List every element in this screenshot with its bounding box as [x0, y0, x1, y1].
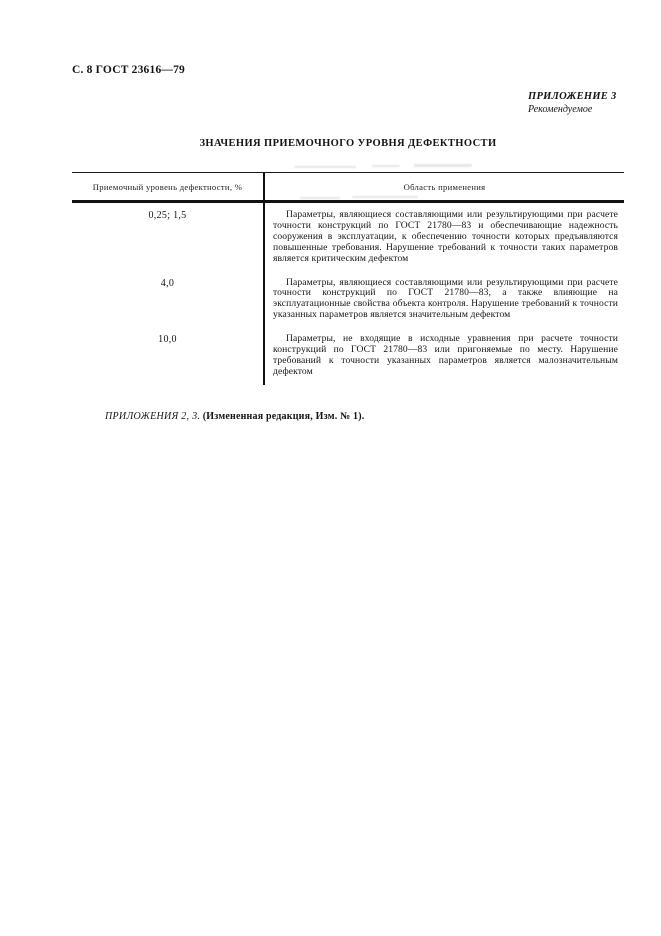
appendix-block [528, 91, 617, 116]
application-paragraph: Параметры, являющиеся составляющими или результирующими при расчете точности конструкций по ГОСТ 21780—83, а также влияющие на эксплуатационные свойства объекта контроля. Нарушение требований к точности указанных параметров является значительным дефектом [273, 276, 618, 321]
table-row [72, 327, 624, 385]
amendment-note-appendices: ПРИЛОЖЕНИЯ 2, 3. [105, 411, 201, 422]
cell-application-area [265, 327, 624, 385]
cell-defect-level: 0,25; 1,5 [72, 203, 265, 271]
amendment-note-revision: (Измененная редакция, Изм. № 1). [202, 411, 365, 422]
cell-application-area [265, 203, 624, 271]
page-title: ЗНАЧЕНИЯ ПРИЕМОЧНОГО УРОВНЯ ДЕФЕКТНОСТИ [199, 138, 497, 149]
scan-artifact [294, 166, 356, 168]
running-head: С. 8 ГОСТ 23616—79 [72, 64, 185, 76]
cell-defect-level: 10,0 [72, 327, 265, 385]
cell-application-area [265, 271, 624, 328]
cell-defect-level: 4,0 [72, 271, 265, 328]
scan-artifact [372, 165, 400, 167]
appendix-label: ПРИЛОЖЕНИЕ 3 [528, 91, 617, 102]
table-row [72, 203, 624, 271]
scan-artifact [414, 164, 472, 167]
appendix-note: Рекомендуемое [528, 103, 593, 115]
column-header-defect-level: Приемочный уровень дефектности, % [72, 173, 265, 200]
table-row [72, 271, 624, 328]
table-header-row [72, 173, 624, 203]
defect-level-table [72, 172, 624, 385]
column-header-application-area: Область применения [403, 182, 486, 192]
amendment-note [105, 411, 365, 422]
application-paragraph: Параметры, не входящие в исходные уравнения при расчете точности конструкций по ГОСТ 21780—83 или пригоняемые по месту. Нарушение требований к точности указанных параметров является малозначительным дефектом [273, 333, 618, 377]
application-paragraph: Параметры, являющиеся составляющими или результирующими при расчете точности конструкций по ГОСТ 21780—83 и обеспечивающие надежность сооружения в эксплуатации, к обеспечению точности которых предъявляются повышенные требования. Нарушение требований к точности таких параметров является критическим дефектом [273, 209, 618, 264]
